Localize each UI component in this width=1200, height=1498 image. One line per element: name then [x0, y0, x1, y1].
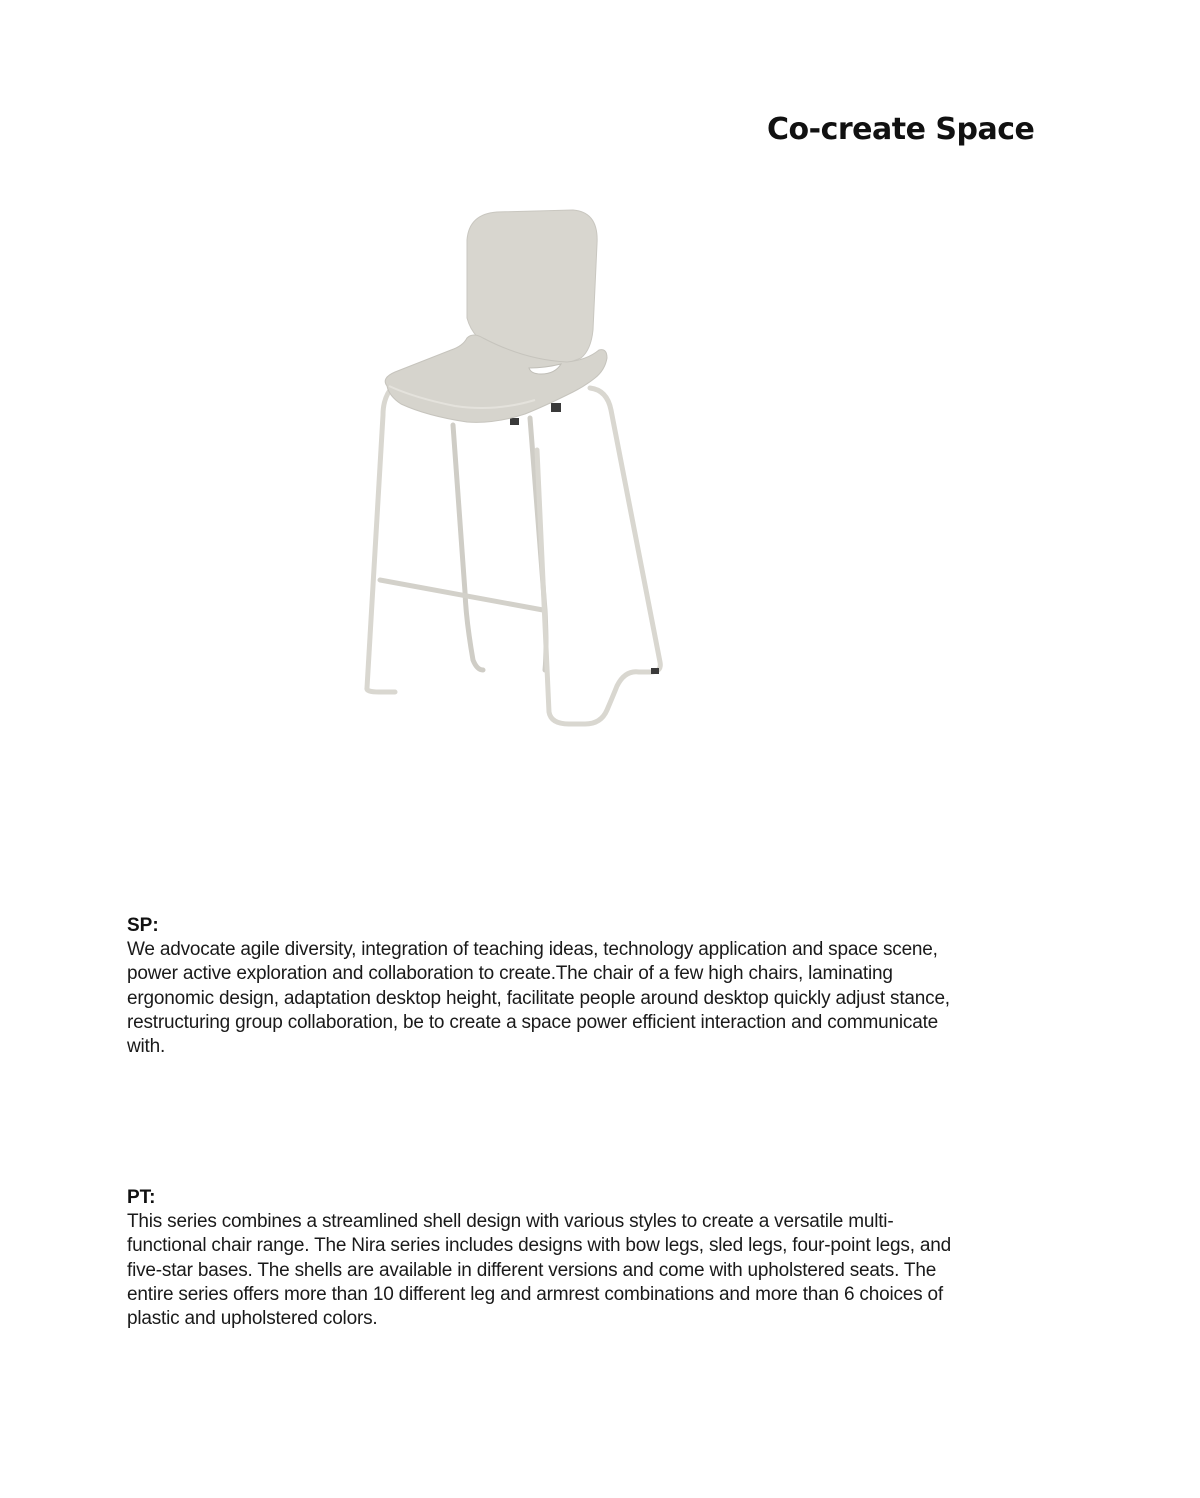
section-label: SP:	[127, 915, 159, 936]
section-sp	[127, 914, 957, 1059]
section-body: This series combines a streamlined shell design with various styles to create a versatile multi-functional chair range. The Nira series includes designs with bow legs, sled legs, four-point legs, and five-star bases. The shells are available in different versions and come with upholstered seats. The entire series offers more than 10 different leg and armrest combinations and more than 6 choices of plastic and upholstered colors.	[127, 1211, 951, 1330]
chair-image	[355, 200, 675, 740]
section-body: We advocate agile diversity, integration of teaching ideas, technology application and space scene, power active exploration and collaboration to create.The chair of a few high chairs, laminating ergonomic design, adaptation desktop height, facilitate people around desktop quickly adjust stance, restructuring group collaboration, be to create a space power efficient interaction and communicate with.	[127, 939, 950, 1058]
page-title: Co-create Space	[767, 112, 1035, 147]
section-label: PT:	[127, 1187, 156, 1208]
section-pt	[127, 1186, 957, 1331]
